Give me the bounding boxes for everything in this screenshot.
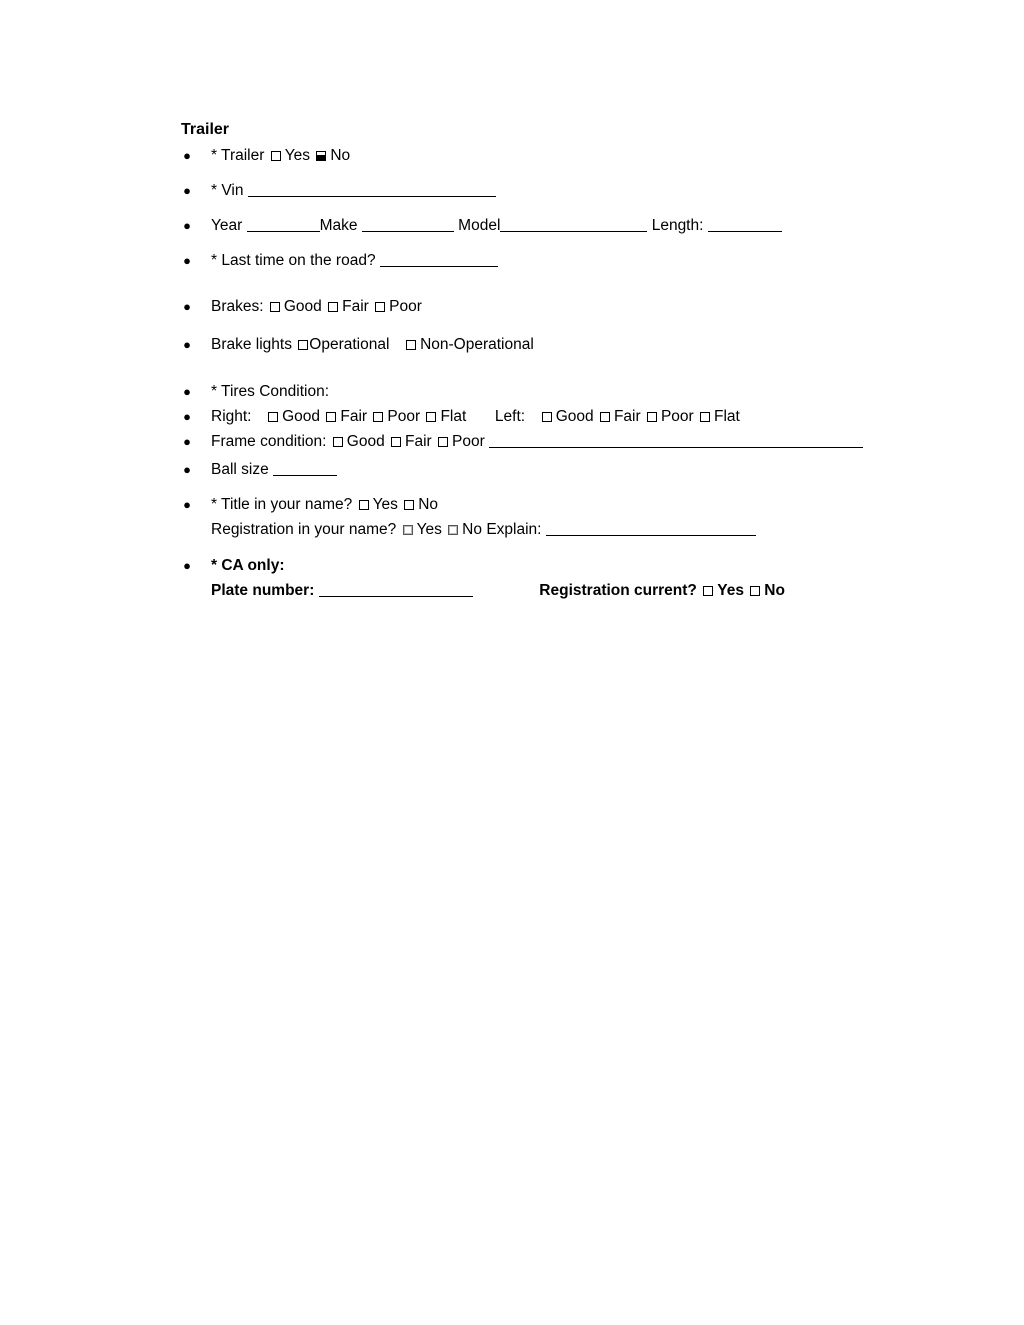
brakes-good-label: Good <box>283 298 322 315</box>
title-no-label: No <box>418 496 439 513</box>
right-flat-label: Flat <box>440 408 467 425</box>
right-good-label: Good <box>282 408 321 425</box>
ball-size-field[interactable] <box>273 461 337 476</box>
trailer-no-checkbox[interactable] <box>316 151 326 161</box>
plate-row <box>211 580 924 602</box>
left-flat-checkbox[interactable] <box>700 412 710 422</box>
length-label: Length: <box>651 217 704 234</box>
bullet-icon: ● <box>183 148 191 163</box>
vehicle-row <box>181 215 924 237</box>
last-time-label: * Last time on the road? <box>211 252 376 269</box>
brake-lights-operational-checkbox[interactable] <box>298 340 308 350</box>
explain-field[interactable] <box>546 521 756 536</box>
tires-sides-row <box>181 406 924 428</box>
brake-lights-label: Brake lights <box>211 336 292 353</box>
title-no-checkbox[interactable] <box>404 500 414 510</box>
plate-field[interactable] <box>319 582 473 597</box>
model-field[interactable] <box>500 217 647 232</box>
frame-notes-field[interactable] <box>489 433 863 448</box>
registration-no-label: No <box>462 521 482 538</box>
registration-no-checkbox[interactable] <box>448 525 458 535</box>
explain-label: Explain: <box>486 521 542 538</box>
frame-fair-checkbox[interactable] <box>391 437 401 447</box>
brakes-row <box>181 296 924 318</box>
reg-current-yes-checkbox[interactable] <box>703 586 713 596</box>
title-label: * Title in your name? <box>211 496 353 513</box>
left-good-checkbox[interactable] <box>542 412 552 422</box>
last-time-field[interactable] <box>380 252 498 267</box>
tires-label: * Tires Condition: <box>211 383 330 400</box>
registration-label: Registration in your name? <box>211 521 397 538</box>
left-flat-label: Flat <box>714 408 740 425</box>
brakes-poor-checkbox[interactable] <box>375 302 385 312</box>
length-field[interactable] <box>708 217 782 232</box>
frame-fair-label: Fair <box>405 433 432 450</box>
bullet-icon: ● <box>183 384 191 399</box>
last-time-row <box>181 250 924 272</box>
reg-current-no-checkbox[interactable] <box>750 586 760 596</box>
reg-current-no-label: No <box>764 582 785 599</box>
right-flat-checkbox[interactable] <box>426 412 436 422</box>
bullet-icon: ● <box>183 409 191 424</box>
brake-lights-operational-label: Operational <box>309 336 390 353</box>
left-poor-checkbox[interactable] <box>647 412 657 422</box>
registration-yes-checkbox[interactable] <box>403 525 413 535</box>
frame-poor-checkbox[interactable] <box>438 437 448 447</box>
registration-yes-label: Yes <box>416 521 442 538</box>
title-yes-label: Yes <box>372 496 398 513</box>
plate-label: Plate number: <box>211 582 315 599</box>
brake-lights-non-operational-checkbox[interactable] <box>406 340 416 350</box>
ca-only-label: * CA only: <box>211 557 285 574</box>
frame-label: Frame condition: <box>211 433 327 450</box>
registration-row <box>211 519 924 541</box>
frame-good-label: Good <box>346 433 385 450</box>
tires-row <box>181 381 924 403</box>
ball-size-label: Ball size <box>211 461 269 478</box>
ball-size-row <box>181 459 924 481</box>
right-fair-checkbox[interactable] <box>326 412 336 422</box>
bullet-icon: ● <box>183 299 191 314</box>
title-yes-checkbox[interactable] <box>359 500 369 510</box>
bullet-icon: ● <box>183 497 191 512</box>
brakes-poor-label: Poor <box>389 298 422 315</box>
trailer-yes-label: Yes <box>284 147 311 164</box>
frame-row <box>181 431 924 453</box>
trailer-no-label: No <box>330 147 351 164</box>
right-poor-label: Poor <box>387 408 421 425</box>
left-good-label: Good <box>555 408 594 425</box>
section-title: Trailer <box>181 121 230 138</box>
make-label: Make <box>319 217 358 234</box>
bullet-icon: ● <box>183 462 191 477</box>
right-fair-label: Fair <box>340 408 368 425</box>
bullet-icon: ● <box>183 218 191 233</box>
left-fair-label: Fair <box>613 408 641 425</box>
left-poor-label: Poor <box>660 408 694 425</box>
frame-poor-label: Poor <box>452 433 485 450</box>
right-poor-checkbox[interactable] <box>373 412 383 422</box>
trailer-row <box>181 145 924 167</box>
ca-only-row <box>181 555 924 577</box>
reg-current-label: Registration current? <box>539 582 697 599</box>
title-row <box>181 494 924 516</box>
year-label: Year <box>211 217 243 234</box>
bullet-icon: ● <box>183 253 191 268</box>
left-label: Left: <box>494 408 526 425</box>
bullet-icon: ● <box>183 434 191 449</box>
frame-good-checkbox[interactable] <box>333 437 343 447</box>
year-field[interactable] <box>247 217 320 232</box>
bullet-icon: ● <box>183 337 191 352</box>
bullet-icon: ● <box>183 558 191 573</box>
brake-lights-non-operational-label: Non-Operational <box>420 336 534 353</box>
brakes-label: Brakes: <box>211 298 264 315</box>
trailer-label: * Trailer <box>211 147 265 164</box>
vin-label: * Vin <box>211 182 244 199</box>
brake-lights-row <box>181 334 924 356</box>
reg-current-yes-label: Yes <box>717 582 744 599</box>
vin-field[interactable] <box>248 182 496 197</box>
trailer-yes-checkbox[interactable] <box>271 151 281 161</box>
vin-row <box>181 180 924 202</box>
model-label: Model <box>458 217 501 234</box>
bullet-icon: ● <box>183 183 191 198</box>
brakes-fair-label: Fair <box>342 298 369 315</box>
right-label: Right: <box>211 408 252 425</box>
right-good-checkbox[interactable] <box>268 412 278 422</box>
brakes-fair-checkbox[interactable] <box>328 302 338 312</box>
brakes-good-checkbox[interactable] <box>270 302 280 312</box>
left-fair-checkbox[interactable] <box>600 412 610 422</box>
make-field[interactable] <box>362 217 454 232</box>
